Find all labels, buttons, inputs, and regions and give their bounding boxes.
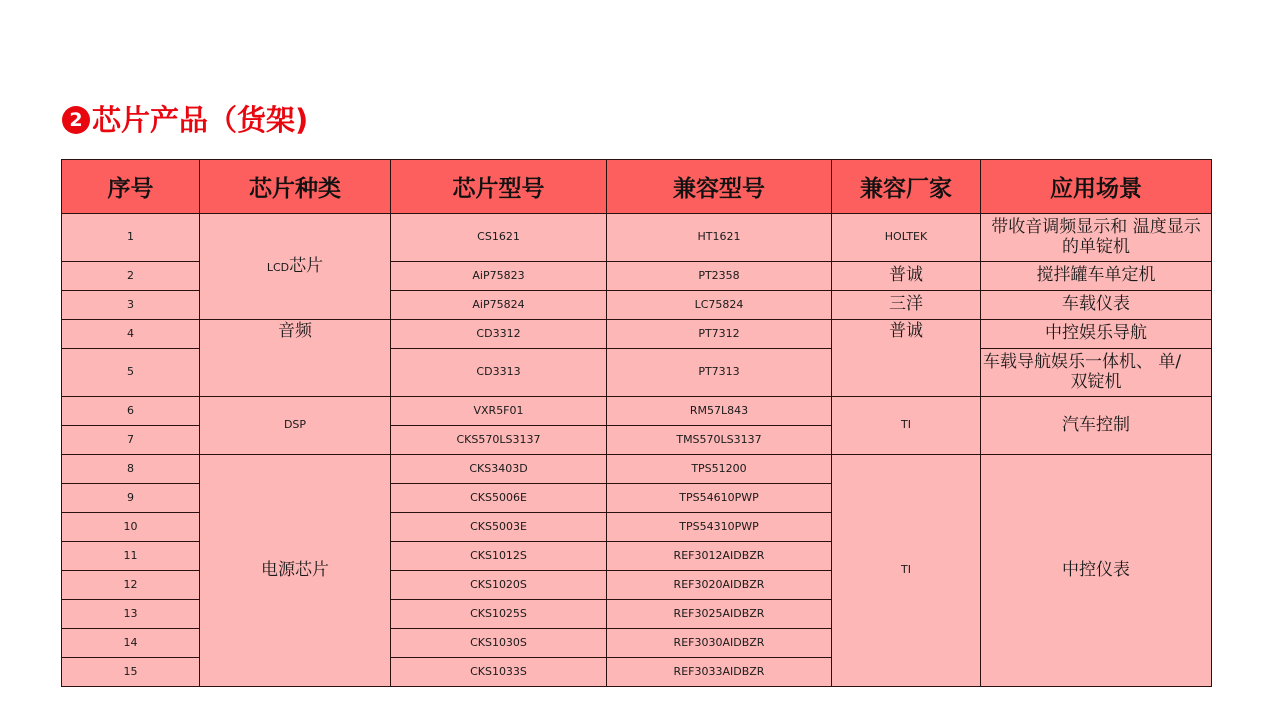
vendor-cell: HOLTEK bbox=[832, 214, 981, 262]
compatible-model-cell: REF3030AIDBZR bbox=[607, 629, 832, 658]
serial-cell: 12 bbox=[62, 571, 200, 600]
chip-model-cell: CS1621 bbox=[391, 214, 607, 262]
compatible-model-cell: REF3025AIDBZR bbox=[607, 600, 832, 629]
table-row bbox=[62, 397, 1212, 426]
compatible-model-cell: PT7313 bbox=[607, 349, 832, 397]
header-compatible-model: 兼容型号 bbox=[607, 160, 832, 214]
scenario-cell: 搅拌罐车单定机 bbox=[981, 262, 1212, 291]
scenario-cell: 中控仪表 bbox=[981, 455, 1212, 687]
table-header-row bbox=[62, 160, 1212, 214]
category-cell-audio: 音频 bbox=[200, 320, 391, 397]
chip-model-cell: CKS1030S bbox=[391, 629, 607, 658]
compatible-model-cell: TPS54610PWP bbox=[607, 484, 832, 513]
scenario-line-1: 车载导航娱乐一体机、 单/ bbox=[983, 351, 1182, 372]
compatible-model-cell: REF3012AIDBZR bbox=[607, 542, 832, 571]
serial-cell: 1 bbox=[62, 214, 200, 262]
compatible-model-cell: REF3033AIDBZR bbox=[607, 658, 832, 687]
serial-cell: 4 bbox=[62, 320, 200, 349]
category-cell-dsp: DSP bbox=[200, 397, 391, 455]
compatible-model-cell: HT1621 bbox=[607, 214, 832, 262]
vendor-cell: TI bbox=[832, 455, 981, 687]
chip-products-table bbox=[61, 159, 1212, 687]
serial-cell: 5 bbox=[62, 349, 200, 397]
compatible-model-cell: PT2358 bbox=[607, 262, 832, 291]
category-cell-power: 电源芯片 bbox=[200, 455, 391, 687]
chip-model-cell: CKS5006E bbox=[391, 484, 607, 513]
compatible-model-cell: PT7312 bbox=[607, 320, 832, 349]
section-title-text: 芯片产品（货架) bbox=[92, 103, 309, 137]
scenario-line-2: 双锭机 bbox=[1070, 371, 1122, 392]
compatible-model-cell: TPS54310PWP bbox=[607, 513, 832, 542]
compatible-model-cell: RM57L843 bbox=[607, 397, 832, 426]
vendor-cell: TI bbox=[832, 397, 981, 455]
header-compatible-vendor: 兼容厂家 bbox=[832, 160, 981, 214]
header-serial-number: 序号 bbox=[62, 160, 200, 214]
chip-model-cell: CD3312 bbox=[391, 320, 607, 349]
table-row bbox=[62, 320, 1212, 349]
header-application-scenario: 应用场景 bbox=[981, 160, 1212, 214]
chip-model-cell: CKS1012S bbox=[391, 542, 607, 571]
header-chip-category: 芯片种类 bbox=[200, 160, 391, 214]
serial-cell: 14 bbox=[62, 629, 200, 658]
serial-cell: 8 bbox=[62, 455, 200, 484]
category-lcd-suffix: 芯片 bbox=[289, 256, 324, 277]
category-cell-lcd bbox=[200, 214, 391, 320]
vendor-cell: 普诚 bbox=[832, 262, 981, 291]
serial-cell: 10 bbox=[62, 513, 200, 542]
compatible-model-cell: TMS570LS3137 bbox=[607, 426, 832, 455]
chip-model-cell: CKS5003E bbox=[391, 513, 607, 542]
table-row bbox=[62, 455, 1212, 484]
chip-model-cell: AiP75823 bbox=[391, 262, 607, 291]
section-number-badge: 2 bbox=[62, 106, 90, 134]
vendor-cell: 三洋 bbox=[832, 291, 981, 320]
vendor-cell: 普诚 bbox=[832, 320, 981, 397]
chip-model-cell: AiP75824 bbox=[391, 291, 607, 320]
serial-cell: 7 bbox=[62, 426, 200, 455]
chip-model-cell: VXR5F01 bbox=[391, 397, 607, 426]
compatible-model-cell: TPS51200 bbox=[607, 455, 832, 484]
serial-cell: 13 bbox=[62, 600, 200, 629]
scenario-cell: 车载仪表 bbox=[981, 291, 1212, 320]
serial-cell: 2 bbox=[62, 262, 200, 291]
chip-model-cell: CKS1020S bbox=[391, 571, 607, 600]
serial-cell: 11 bbox=[62, 542, 200, 571]
scenario-cell: 中控娱乐导航 bbox=[981, 320, 1212, 349]
serial-cell: 3 bbox=[62, 291, 200, 320]
compatible-model-cell: LC75824 bbox=[607, 291, 832, 320]
serial-cell: 15 bbox=[62, 658, 200, 687]
serial-cell: 6 bbox=[62, 397, 200, 426]
scenario-cell: 汽车控制 bbox=[981, 397, 1212, 455]
section-title bbox=[62, 100, 308, 140]
chip-model-cell: CKS1033S bbox=[391, 658, 607, 687]
chip-model-cell: CD3313 bbox=[391, 349, 607, 397]
category-lcd-prefix: LCD bbox=[266, 261, 290, 275]
compatible-model-cell: REF3020AIDBZR bbox=[607, 571, 832, 600]
chip-model-cell: CKS3403D bbox=[391, 455, 607, 484]
serial-cell: 9 bbox=[62, 484, 200, 513]
chip-model-cell: CKS570LS3137 bbox=[391, 426, 607, 455]
scenario-cell bbox=[981, 349, 1212, 397]
table-row bbox=[62, 214, 1212, 262]
header-chip-model: 芯片型号 bbox=[391, 160, 607, 214]
chip-model-cell: CKS1025S bbox=[391, 600, 607, 629]
scenario-cell: 带收音调频显示和 温度显示的单锭机 bbox=[981, 214, 1212, 262]
